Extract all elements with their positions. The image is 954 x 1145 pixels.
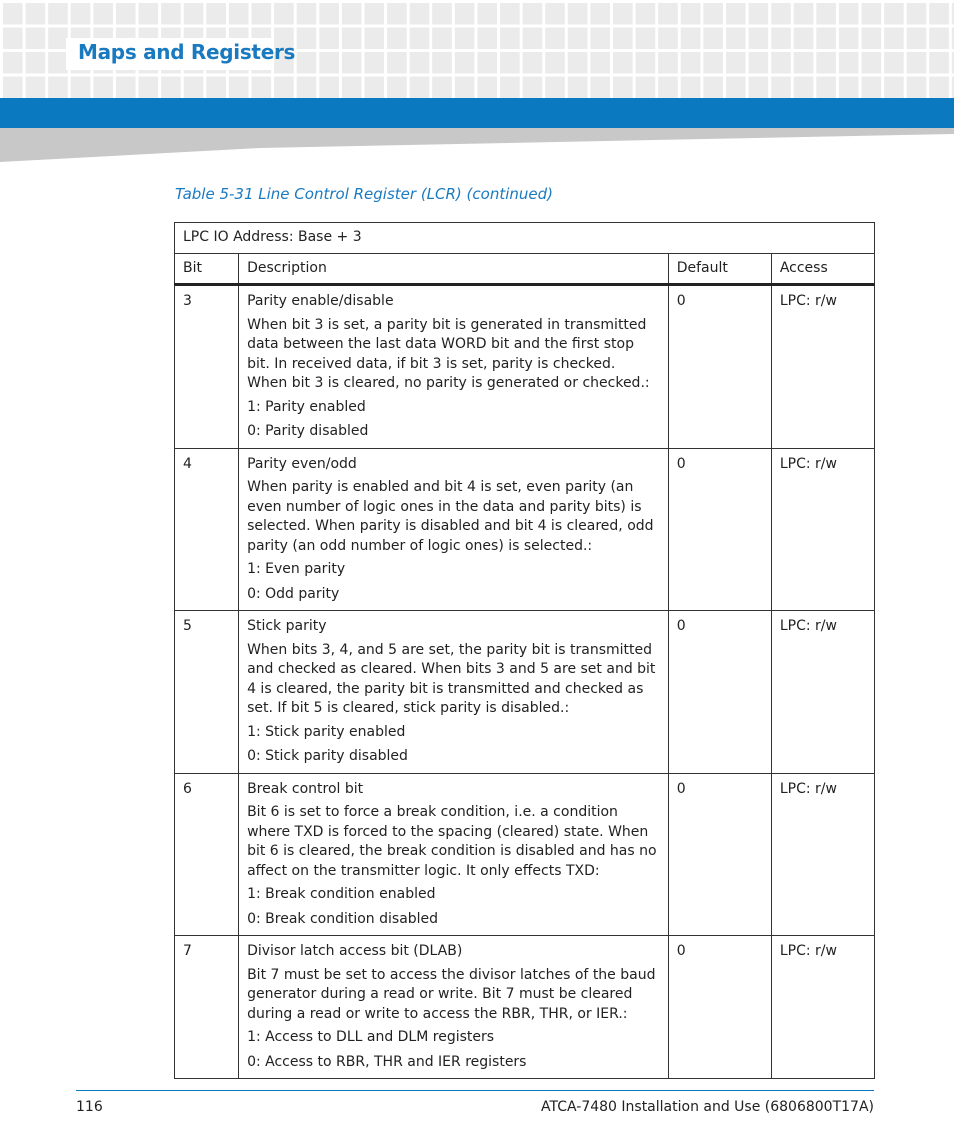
bit-cell: 4 (175, 448, 239, 611)
field-option-0: 0: Odd parity (247, 585, 340, 602)
column-header-bit: Bit (175, 253, 239, 285)
table-row (175, 611, 875, 774)
field-name: Break control bit (247, 780, 364, 797)
access-cell: LPC: r/w (771, 448, 874, 611)
field-name: Divisor latch access bit (DLAB) (247, 943, 463, 959)
register-table (174, 222, 875, 1079)
field-option-1: 1: Even parity (247, 561, 346, 577)
table-row (175, 773, 875, 936)
bit-cell: 5 (175, 611, 239, 774)
description-cell (239, 611, 669, 774)
field-description: When bit 3 is set, a parity bit is generated in transmitted data between the last data WORD bit and the first stop bit. In received data, if bit 3 is set, parity is checked. When bit 3 is cleared, no parity is generated or checked.: (247, 316, 650, 391)
description-cell (239, 285, 669, 449)
field-option-0: 0: Parity disabled (247, 423, 369, 439)
access-cell: LPC: r/w (771, 936, 874, 1079)
footer-divider (76, 1090, 874, 1091)
table-row (175, 936, 875, 1079)
table-row (175, 285, 875, 449)
field-option-1: 1: Stick parity enabled (247, 723, 406, 740)
document-title: ATCA-7480 Installation and Use (6806800T17A) (541, 1099, 874, 1115)
field-option-0: 0: Break condition disabled (247, 910, 439, 927)
field-name: Parity even/odd (247, 455, 357, 472)
field-option-0: 0: Access to RBR, THR and IER registers (247, 1053, 527, 1070)
column-header-description: Description (239, 253, 669, 285)
address-row (175, 223, 875, 254)
column-header-access: Access (771, 253, 874, 285)
default-cell: 0 (668, 611, 771, 774)
description-cell (239, 936, 669, 1079)
description-cell (239, 448, 669, 611)
page-title: Maps and Registers (78, 40, 296, 64)
table-caption: Table 5-31 Line Control Register (LCR) (continued) (175, 185, 553, 203)
field-option-1: 1: Access to DLL and DLM registers (247, 1029, 495, 1045)
default-cell: 0 (668, 285, 771, 449)
bit-cell: 3 (175, 285, 239, 449)
header-row (175, 253, 875, 285)
bit-cell: 6 (175, 773, 239, 936)
access-cell: LPC: r/w (771, 285, 874, 449)
field-description: When bits 3, 4, and 5 are set, the parity bit is transmitted and checked as cleared. When bits 3 and 5 are set and bit 4 is cleared, the parity bit is transmitted and checked as set. If bit 5 is cleared, stick parity is disabled.: (247, 641, 656, 716)
field-description: When parity is enabled and bit 4 is set, even parity (an even number of logic ones in the data and parity bits) is selected. When parity is disabled and bit 4 is cleared, odd parity (an odd number of logic ones) is selected.: (247, 479, 654, 554)
address-cell: LPC IO Address: Base + 3 (175, 223, 875, 254)
field-option-1: 1: Parity enabled (247, 398, 366, 415)
field-option-0: 0: Stick parity disabled (247, 748, 408, 764)
field-name: Stick parity (247, 618, 327, 634)
page-number: 116 (76, 1099, 103, 1115)
field-option-1: 1: Break condition enabled (247, 886, 436, 902)
field-description: Bit 6 is set to force a break condition, i.e. a condition where TXD is forced to the spacing (cleared) state. When bit 6 is cleared, the break condition is disabled and has no affect on the transmitter logic. It only effects TXD: (247, 804, 657, 879)
column-header-default: Default (668, 253, 771, 285)
access-cell: LPC: r/w (771, 611, 874, 774)
default-cell: 0 (668, 773, 771, 936)
field-name: Parity enable/disable (247, 293, 394, 309)
bit-cell: 7 (175, 936, 239, 1079)
default-cell: 0 (668, 448, 771, 611)
table-row (175, 448, 875, 611)
field-description: Bit 7 must be set to access the divisor latches of the baud generator during a read or write. Bit 7 must be cleared during a read or write to access the RBR, THR, or IER.: (247, 966, 656, 1022)
header-gray-swoosh (0, 128, 954, 164)
header-blue-bar (0, 98, 954, 128)
access-cell: LPC: r/w (771, 773, 874, 936)
default-cell: 0 (668, 936, 771, 1079)
description-cell (239, 773, 669, 936)
